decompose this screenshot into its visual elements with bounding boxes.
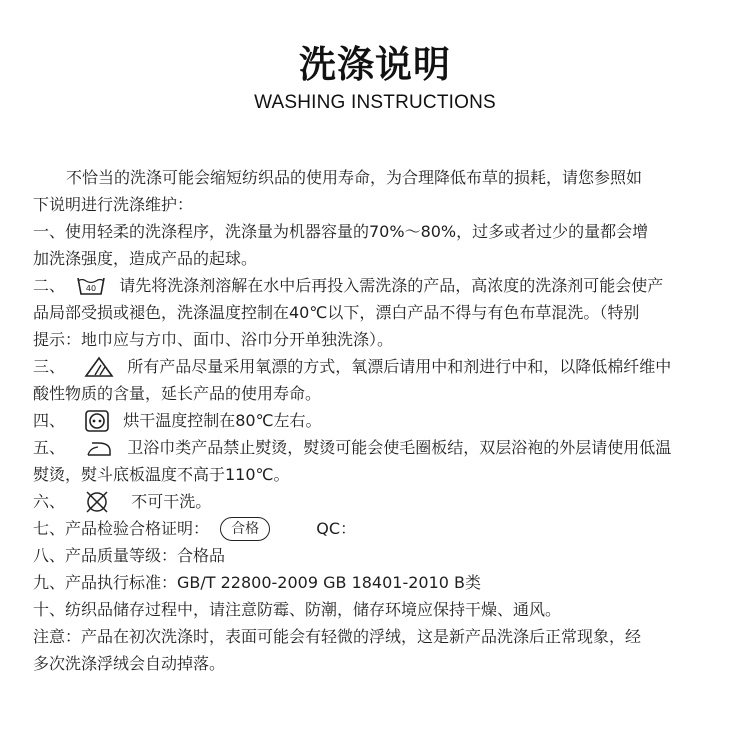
page-title: 洗涤说明 [299, 43, 451, 86]
item4-prefix: 四、 [33, 411, 66, 430]
item3-line-2: 酸性物质的含量，延长产品的使用寿命。 [33, 384, 322, 403]
intro-line-2: 下说明进行洗涤维护： [33, 195, 194, 214]
wash-temperature: 40 [86, 283, 97, 293]
item5-line-1: 五、 卫浴巾类产品禁止熨烫，熨烫可能会使毛圈板结，双层浴袍的外层请使用低温 [33, 433, 723, 460]
bleach-triangle-icon [84, 356, 114, 378]
item2-prefix: 二、 [33, 276, 66, 295]
qc-label: QC： [316, 519, 357, 538]
instructions-body [33, 163, 723, 676]
page-subtitle: WASHING INSTRUCTIONS [254, 92, 496, 113]
intro-line-1: 不恰当的洗涤可能会缩短纺织品的使用寿命，为合理降低布草的损耗，请您参照如 [66, 168, 643, 187]
item3-prefix: 三、 [33, 357, 66, 376]
item9-line: 九、产品执行标准：GB/T 22800-2009 GB 18401-2010 B类 [33, 573, 482, 592]
note-line-1: 注意：产品在初次洗涤时，表面可能会有轻微的浮绒，这是新产品洗涤后正常现象，经 [33, 627, 642, 646]
item1-line-1: 一、使用轻柔的洗涤程序，洗涤量为机器容量的70%～80%，过多或者过少的量都会增 [33, 222, 649, 241]
item6-line: 六、 不可干洗。 [33, 487, 723, 514]
no-iron-icon [84, 437, 114, 459]
tumble-dry-icon [84, 409, 110, 433]
item2-line-2: 品局部受损或褪色，洗涤温度控制在40℃以下，漂白产品不得与有色布草混洗。（特别 [33, 303, 640, 322]
item2-line-1: 二、 40 请先将洗涤剂溶解在水中后再投入需洗涤的产品，高浓度的洗涤剂可能会使产 [33, 271, 723, 298]
item1-line-2: 加洗涤强度，造成产品的起球。 [33, 249, 258, 268]
item5-prefix: 五、 [33, 438, 66, 457]
item3-line-1: 三、 所有产品尽量采用氧漂的方式，氧漂后请用中和剂进行中和，以降低棉纤维中 [33, 352, 723, 379]
item5-line-2: 熨烫，熨斗底板温度不高于110℃。 [33, 465, 290, 484]
item7-line: 七、产品检验合格证明： 合格 QC： [33, 514, 723, 541]
item6-prefix: 六、 [33, 492, 66, 511]
wash-tub-40-icon [76, 275, 106, 297]
note-line-2: 多次洗涤浮绒会自动掉落。 [33, 654, 226, 673]
no-dry-clean-icon [84, 489, 110, 515]
item4-line: 四、 烘干温度控制在80℃左右。 [33, 406, 723, 433]
quality-stamp: 合格 [220, 517, 270, 541]
item10-line: 十、纺织品储存过程中，请注意防霉、防潮，储存环境应保持干燥、通风。 [33, 600, 562, 619]
item8-line: 八、产品质量等级：合格品 [33, 546, 226, 565]
item2-line-3: 提示：地巾应与方巾、面巾、浴巾分开单独洗涤）。 [33, 330, 394, 349]
